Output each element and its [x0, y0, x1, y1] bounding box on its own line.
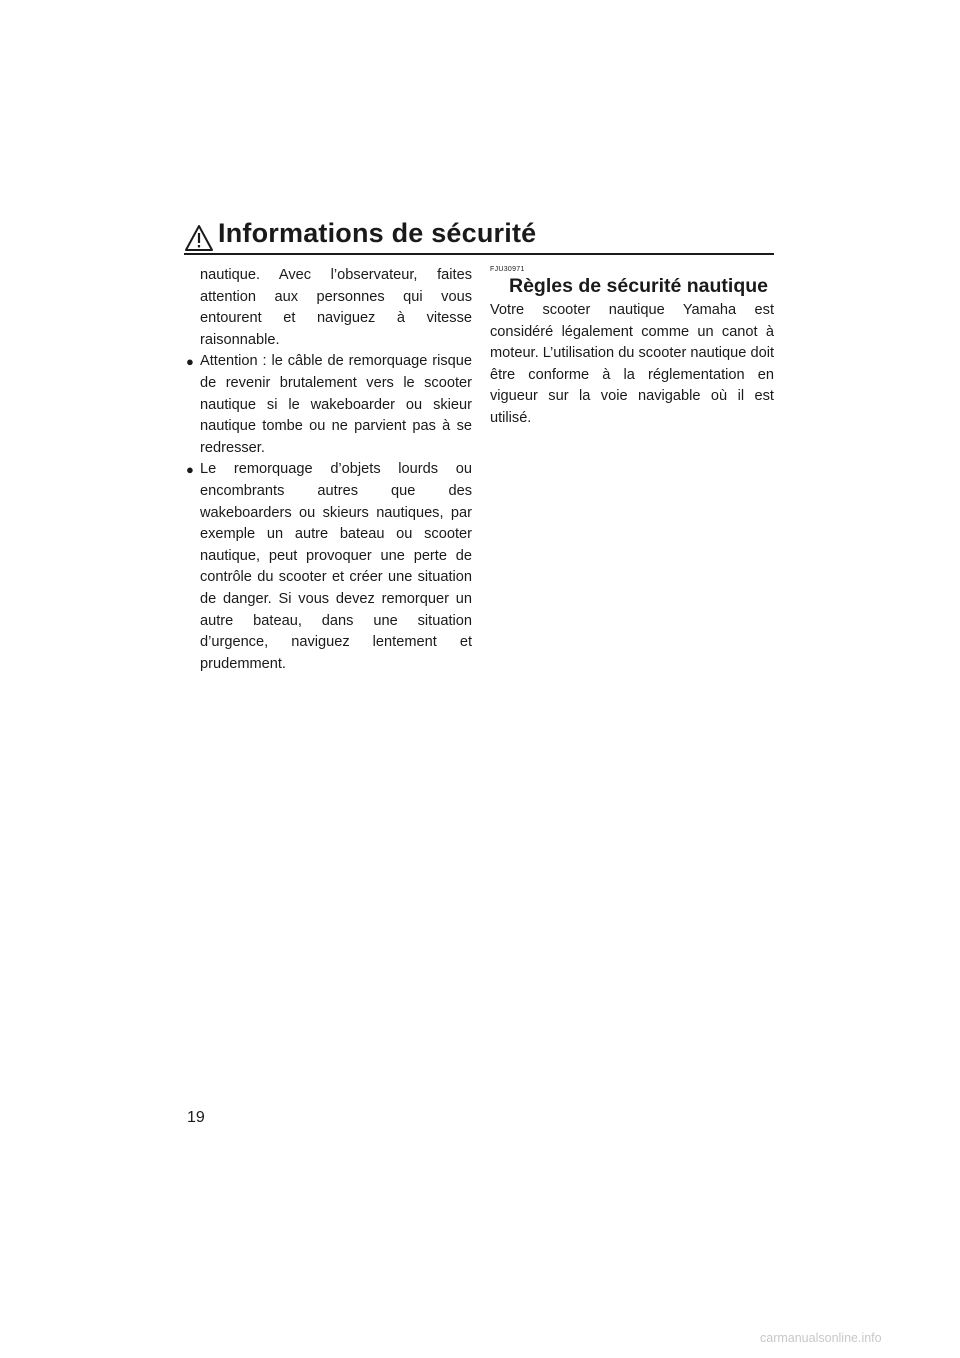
section-title: Règles de sécurité nautique — [509, 275, 768, 297]
bullet-text: Le remorquage d’objets lourds ou encombrants autres que des wakeboarders ou skieurs nautiques, par exemple un autre bateau ou scooter nautique, peut provoquer une perte de contrôle du scooter et créer une situation de danger. Si vous devez remorquer un autre bateau, dans une situation d’urgence, naviguez lentement et prudemment. — [200, 461, 472, 672]
bullet-item — [186, 351, 472, 459]
intro-paragraph: nautique. Avec l’observateur, faites attention aux personnes qui vous entourent et naviguez à vitesse raisonnable. — [200, 267, 472, 348]
right-column — [490, 265, 774, 430]
header-divider — [184, 253, 774, 255]
watermark: carmanualsonline.info — [760, 1331, 882, 1345]
section-body: Votre scooter nautique Yamaha est considéré légalement comme un canot à moteur. L’utilisation du scooter nautique doit être conforme à la réglementation en vigueur sur la voie navigable où il est utilisé. — [490, 302, 774, 426]
section-code: FJU30971 — [490, 266, 525, 273]
page-title: Informations de sécurité — [218, 218, 537, 248]
page-number: 19 — [187, 1109, 205, 1126]
bullet-icon: ● — [186, 354, 194, 370]
page-header — [184, 218, 774, 256]
bullet-item — [186, 459, 472, 675]
left-column — [186, 265, 472, 675]
bullet-icon: ● — [186, 462, 194, 478]
warning-triangle-icon — [184, 224, 214, 252]
bullet-text: Attention : le câble de remorquage risque de revenir brutalement vers le scooter nautique si le wakeboarder ou skieur nautique tombe ou ne parvient pas à se redresser. — [200, 353, 472, 456]
